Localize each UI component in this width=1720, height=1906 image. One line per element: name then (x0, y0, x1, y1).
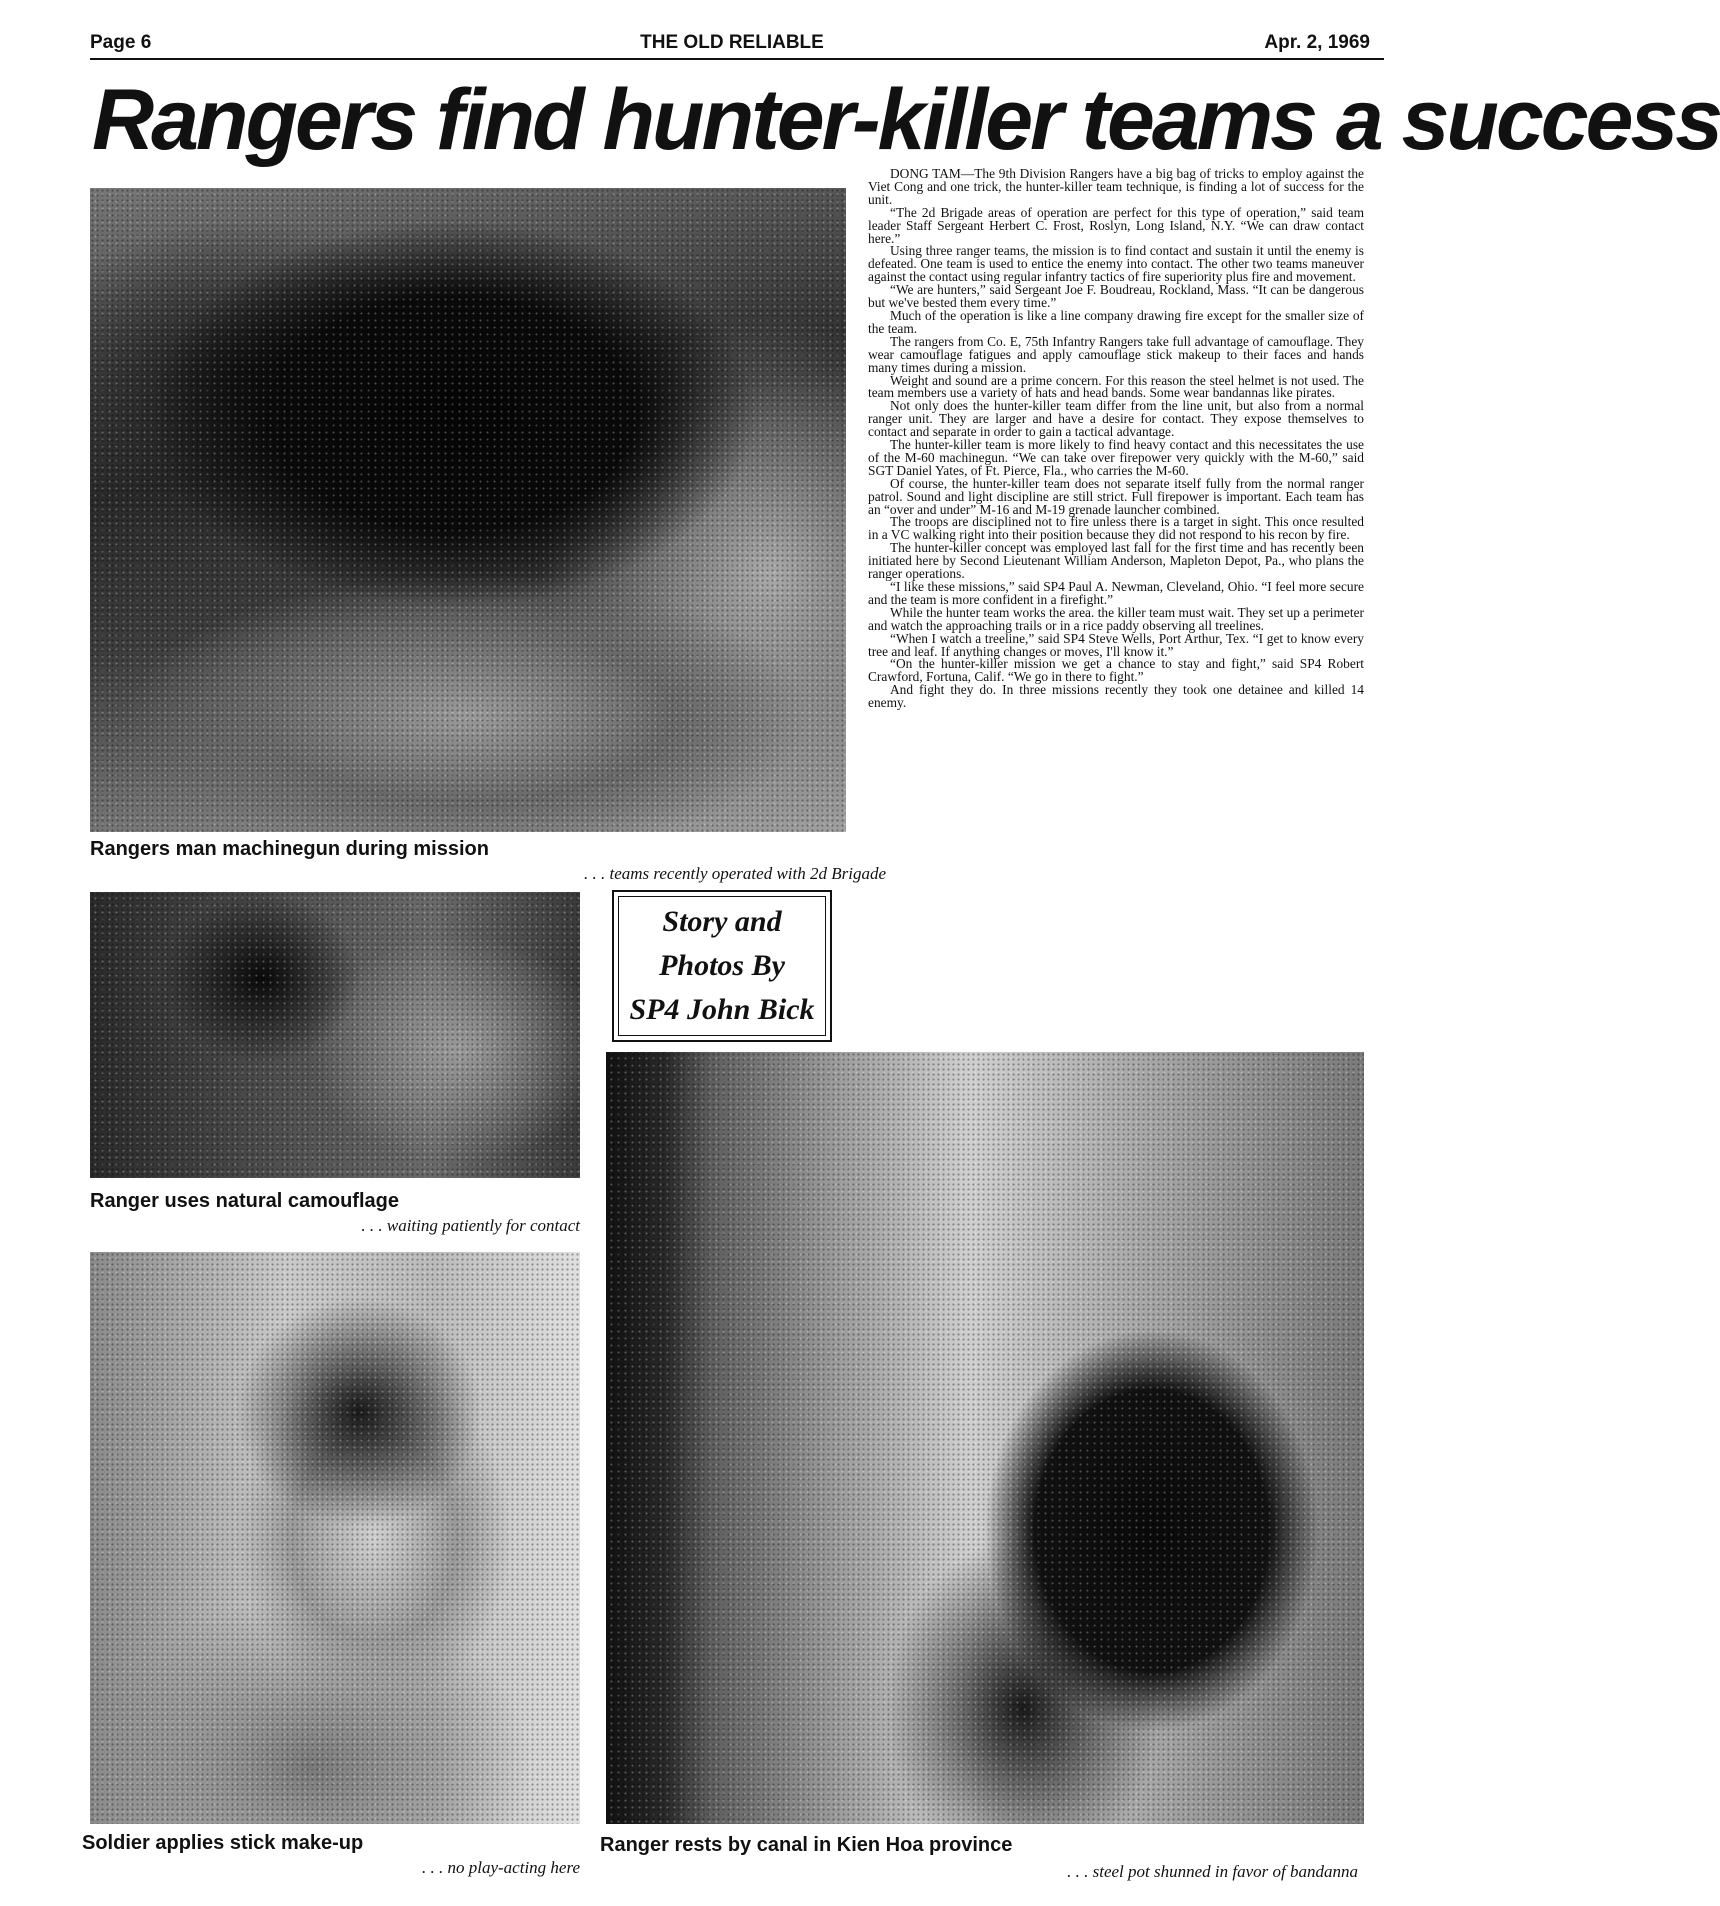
article-paragraph: The troops are disciplined not to fire unless there is a target in sight. This once resulted in a VC walking right into their position because they did not respond to his recon by fire. (868, 514, 1364, 543)
article-paragraph: And fight they do. In three missions recently they took one detainee and killed 14 enemy. (868, 682, 1364, 711)
caption-title-camouflage: Ranger uses natural camouflage (90, 1190, 399, 1212)
article-paragraph: “I like these missions,” said SP4 Paul A. Newman, Cleveland, Ohio. “I feel more secure and the team is more confident in a firefight.” (868, 579, 1364, 607)
article-paragraph: The hunter-killer concept was employed last fall for the first time and has recently been initiated here by Second Lieutenant William Anderson, Mapleton Depot, Pa., who plans the ranger operations. (868, 540, 1364, 582)
credit-line-3: SP4 John Bick (629, 993, 815, 1026)
issue-date: Apr. 2, 1969 (1264, 32, 1370, 53)
caption-title-machinegun: Rangers man machinegun during mission (90, 838, 489, 860)
caption-subtitle-camouflage: . . . waiting patiently for contact (361, 1216, 580, 1235)
photo-machinegun (90, 188, 846, 832)
article-paragraph: Much of the operation is like a line company drawing fire except for the smaller size of the team. (868, 307, 1364, 336)
photo-credit-box (612, 890, 832, 1042)
article-paragraph: Weight and sound are a prime concern. For this reason the steel helmet is not used. The team members use a variety of hats and head bands. Some wear bandannas like pirates. (868, 372, 1364, 401)
credit-line-1: Story and (662, 905, 782, 938)
article-paragraph: Of course, the hunter-killer team does not separate itself fully from the normal ranger patrol. Sound and light discipline are still strict. Full firepower is important. Each team has an “over and under” M-16 and M-19 grenade launcher combined. (868, 475, 1364, 517)
article-paragraph: Not only does the hunter-killer team differ from the line unit, but also from a normal ranger unit. They are larger and have a desire for contact. They expose themselves to contact and separate in order to gain a tactical advantage. (868, 398, 1364, 440)
caption-subtitle-makeup: . . . no play-acting here (422, 1858, 580, 1877)
caption-subtitle-canal: . . . steel pot shunned in favor of bandanna (1067, 1862, 1358, 1881)
article-paragraph: “The 2d Brigade areas of operation are perfect for this type of operation,” said team leader Staff Sergeant Herbert C. Frost, Roslyn, Long Island, N.Y. “We can draw contact here.” (868, 204, 1364, 246)
headline: Rangers find hunter-killer teams a success (92, 72, 1720, 168)
article-paragraph: DONG TAM—The 9th Division Rangers have a big bag of tricks to employ against the Viet Cong and one trick, the hunter-killer team technique, is finding a lot of success for the unit. (868, 166, 1364, 207)
page-number: Page 6 (90, 32, 152, 53)
caption-title-canal: Ranger rests by canal in Kien Hoa province (600, 1834, 1013, 1856)
article-paragraph: While the hunter team works the area. the killer team must wait. They set up a perimeter and watch the approaching trails or in a rice paddy observing all treelines. (868, 604, 1364, 633)
article-paragraph: “We are hunters,” said Sergeant Joe F. Boudreau, Rockland, Mass. “It can be dangerous but we've bested them every time.” (868, 282, 1364, 311)
article-paragraph: The rangers from Co. E, 75th Infantry Rangers take full advantage of camouflage. They wear camouflage fatigues and apply camouflage stick makeup to their faces and hands many times during a mission. (868, 333, 1364, 375)
photo-credit-text (618, 896, 826, 1036)
caption-title-makeup: Soldier applies stick make-up (82, 1832, 364, 1854)
article-paragraph: The hunter-killer team is more likely to find heavy contact and this necessitates the use of the M-60 machinegun. “We can take over firepower very quickly with the M-60,” said SGT Daniel Yates, of Ft. Pierce, Fla., who carries the M-60. (868, 437, 1364, 478)
folio-rule (90, 58, 1384, 60)
article-body (868, 168, 1364, 710)
article-paragraph: “When I watch a treeline,” said SP4 Steve Wells, Port Arthur, Tex. “I get to know every tree and leaf. If anything changes or moves, I'll know it.” (868, 630, 1364, 659)
photo-canal (606, 1052, 1364, 1824)
photo-camouflage (90, 892, 580, 1178)
newspaper-name: THE OLD RELIABLE (640, 32, 824, 53)
article-paragraph: Using three ranger teams, the mission is to find contact and sustain it until the enemy is defeated. One team is used to entice the enemy into contact. The other two teams maneuver against the contact using regular infantry tactics of fire superiority plus fire and movement. (868, 243, 1364, 285)
photo-stick-makeup (90, 1252, 580, 1824)
caption-subtitle-machinegun: . . . teams recently operated with 2d Brigade (583, 864, 886, 883)
article-paragraph: “On the hunter-killer mission we get a chance to stay and fight,” said SP4 Robert Crawford, Fortuna, Calif. “We go in there to fight.” (868, 656, 1364, 685)
credit-line-2: Photos By (659, 949, 785, 982)
